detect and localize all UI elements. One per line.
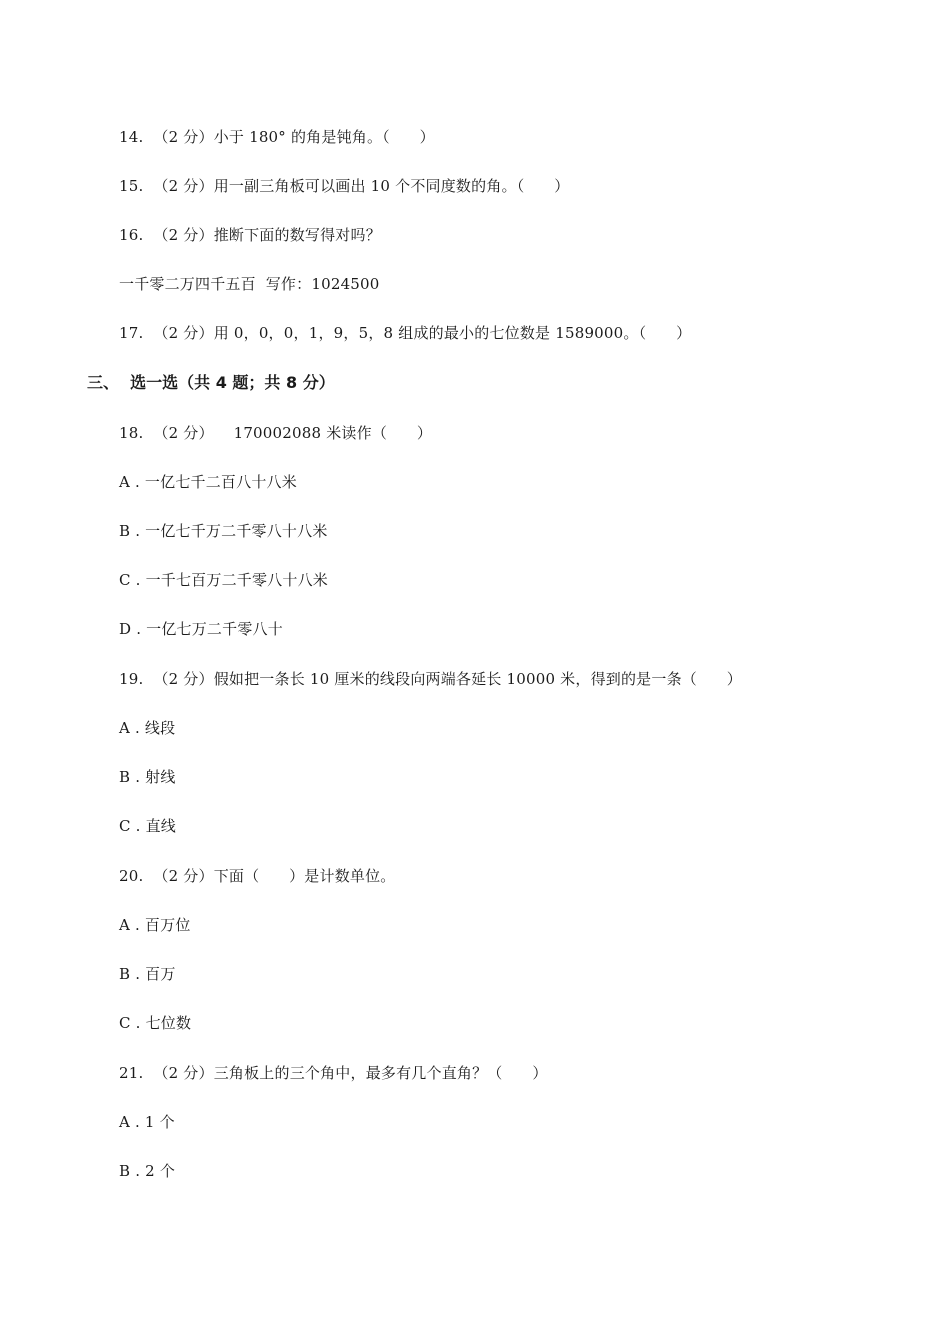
- question-18-option-b: B . 一亿七千万二千零八十八米: [119, 522, 328, 540]
- question-18-option-d: D . 一亿七万二千零八十: [119, 620, 283, 638]
- question-19-option-c: C . 直线: [119, 817, 176, 835]
- question-21-option-a: A . 1 个: [119, 1113, 175, 1131]
- question-14: 14. （2 分）小于 180° 的角是钝角。（ ）: [119, 128, 435, 146]
- question-15: 15. （2 分）用一副三角板可以画出 10 个不同度数的角。（ ）: [119, 177, 570, 195]
- question-16-content: 一千零二万四千五百 写作：1024500: [119, 275, 380, 293]
- question-19: 19. （2 分）假如把一条长 10 厘米的线段向两端各延长 10000 米，得到的是一条（ ）: [119, 670, 742, 688]
- question-21: 21. （2 分）三角板上的三个角中，最多有几个直角？（ ）: [119, 1064, 548, 1082]
- question-21-option-b: B . 2 个: [119, 1162, 176, 1180]
- section-heading: 三、 选一选（共 4 题；共 8 分）: [87, 373, 335, 392]
- question-18-option-a: A . 一亿七千二百八十八米: [119, 473, 297, 491]
- question-19-option-a: A . 线段: [119, 719, 176, 737]
- question-20-option-a: A . 百万位: [119, 916, 191, 934]
- question-19-option-b: B . 射线: [119, 768, 176, 786]
- question-18-option-c: C . 一千七百万二千零八十八米: [119, 571, 328, 589]
- question-18: 18. （2 分） 170002088 米读作（ ）: [119, 424, 433, 442]
- question-20-option-b: B . 百万: [119, 965, 176, 983]
- question-17: 17. （2 分）用 0，0，0，1，9，5，8 组成的最小的七位数是 1589000。（ ）: [119, 324, 692, 342]
- question-20-option-c: C . 七位数: [119, 1014, 192, 1032]
- question-20: 20. （2 分）下面（ ）是计数单位。: [119, 867, 396, 885]
- question-16: 16. （2 分）推断下面的数写得对吗？: [119, 226, 381, 244]
